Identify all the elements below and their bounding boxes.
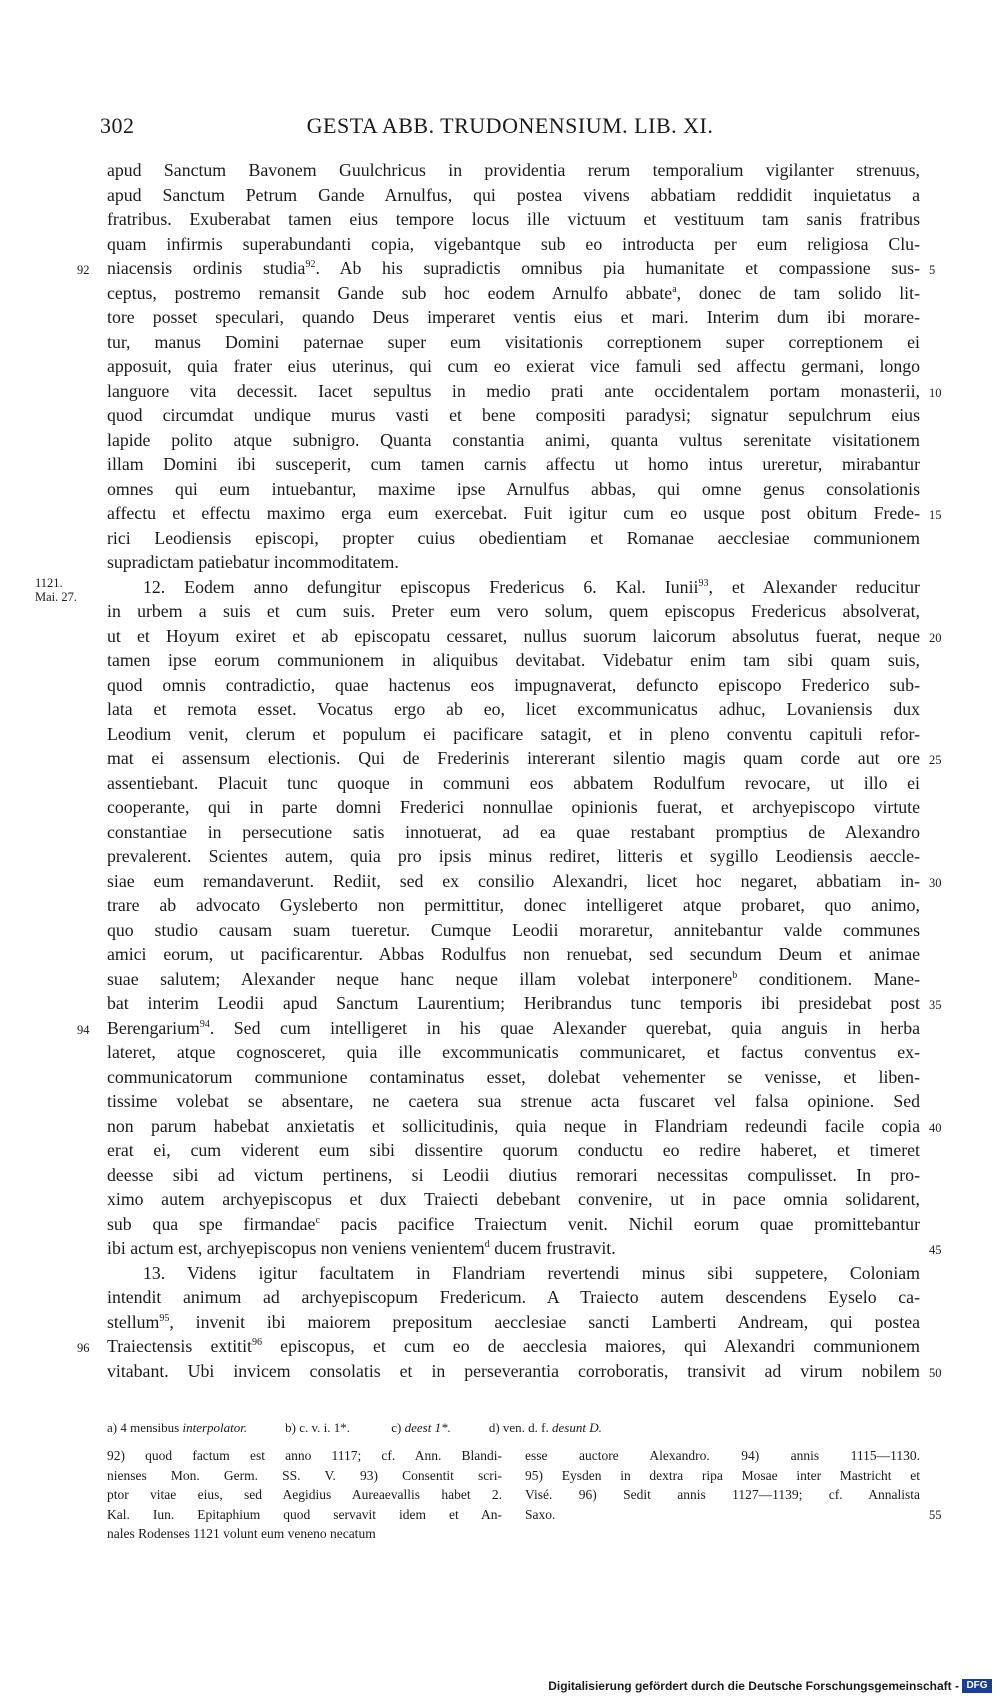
text-line	[107, 428, 920, 453]
line-text: rici Leodiensis episcopi, propter cuius obedientiam et Romanae aecclesiae communionem	[107, 527, 920, 548]
margin-note-number: 94	[77, 1022, 90, 1037]
line-text: Berengarium	[107, 1017, 200, 1038]
text-line	[107, 1138, 920, 1163]
line-text: fratribus. Exuberabat tamen eius tempore locus ille victuum et vestituum tam sanis fratribus	[107, 209, 920, 229]
line-number: 25	[929, 753, 942, 767]
note-marker: a	[672, 283, 677, 295]
text-line	[77, 1016, 920, 1041]
footnote-line: Visé. 96) Sedit annis 1127—1139; cf. Annalista	[525, 1487, 920, 1502]
text-line	[107, 207, 920, 232]
footnote-line: nienses Mon. Germ. SS. V. 93) Consentit scri-	[107, 1467, 502, 1483]
text-line	[107, 1114, 942, 1139]
line-text: lapide polito atque subnigro. Quanta constantia animi, quanta vultus serenitate visitationem	[107, 429, 920, 450]
text-line	[107, 477, 920, 502]
line-text: non parum habebat anxietatis et sollicitudinis, quia neque in Flandriam redeundi facile copia	[107, 1115, 920, 1136]
funding-note	[548, 1679, 992, 1693]
footnote-line: esse auctore Alexandro. 94) annis 1115—1130.	[525, 1448, 920, 1463]
text-line	[107, 526, 920, 551]
line-text: erat ei, cum viderent eum sibi dissentire quorum conductu eo redire haberet, et timeret	[107, 1140, 920, 1160]
line-text: tore posset speculari, quando Deus imperaret ventis eius et mari. Interim dum ibi morare-	[107, 307, 920, 327]
text-line	[107, 403, 920, 428]
footnote-line: nales Rodenses 1121 volunt eum veneno necatum	[107, 1526, 376, 1541]
footnote-line: Saxo.	[525, 1506, 556, 1522]
apparatus-entry: c) deest 1*.	[391, 1420, 451, 1435]
line-text: vitabant. Ubi invicem consolatis et in perseverantia corroboratis, transivit ad virum nobilem	[107, 1360, 920, 1381]
line-text: suae salutem; Alexander neque hanc neque illam volebat interponere	[107, 968, 733, 989]
line-number: 30	[929, 875, 942, 890]
line-text: lateret, atque cognosceret, quia ille excommunicatis communicaret, et factus conventus ex-	[107, 1042, 920, 1062]
line-text: constantiae in persecutione satis innotuerat, ad ea quae restabant promptius de Alexandro	[107, 821, 920, 842]
footnotes-left-column	[107, 1446, 502, 1544]
text-line	[107, 820, 920, 845]
text-line	[107, 1212, 920, 1237]
text-line	[107, 1089, 920, 1114]
line-text: . Sed cum intelligeret in his quae Alexander querebat, quia anguis in herba	[209, 1017, 920, 1038]
line-text: , donec de tam solido lit-	[676, 282, 920, 303]
line-text: assentiebant. Placuit tunc quoque in communi eos abbatem Rodulfum revocare, ut illo ei	[107, 772, 920, 793]
line-text: ducem frustravit.	[489, 1238, 616, 1258]
line-text: cooperante, qui in parte domni Frederici nonnullae opinionis fuerat, et archyepiscopo virtute	[107, 797, 920, 817]
text-line	[107, 918, 920, 943]
line-text: apposuit, quia frater eius uterinus, qui cum eo exierat vice famuli sed affectu germani, longo	[107, 356, 920, 376]
line-text: apud Sanctum Bavonem Guulchricus in providentia rerum temporalium vigilanter strenuus,	[107, 160, 920, 180]
line-text: ximo autem archyepiscopus et dux Traiecti debebant convenire, ut in pace omnia solidarent,	[107, 1189, 920, 1209]
text-line	[107, 232, 920, 257]
running-title: GESTA ABB. TRUDONENSIUM. LIB. XI.	[306, 113, 714, 138]
text-line	[107, 648, 920, 673]
apparatus-entry: a) 4 mensibus interpolator.	[107, 1420, 248, 1435]
text-line	[107, 330, 920, 355]
line-text: quam infirmis superabundanti copia, vigebantque sub eo introducta per eum religiosa Clu-	[107, 233, 920, 254]
text-line	[77, 1334, 920, 1359]
text-line	[107, 869, 942, 894]
line-text: . Ab his supradictis omnibus pia humanitate et compassione sus-	[315, 258, 920, 278]
footnote-line-number: 55	[929, 1508, 942, 1522]
line-text: , invenit ibi maiorem prepositum aecclesiae sancti Lamberti Andream, qui postea	[169, 1311, 920, 1332]
margin-date: 1121. Mai. 27.	[35, 575, 78, 604]
line-text: tissime volebat se absentare, ne caetera sua strenue acta fuscaret vel falsa opinione. Sed	[107, 1091, 920, 1111]
text-line	[107, 501, 942, 526]
text-line	[107, 305, 920, 330]
text-line	[107, 1236, 942, 1261]
running-header	[100, 113, 920, 143]
line-text: pacis pacifice Traiectum venit. Nichil eorum quae promittebantur	[319, 1213, 920, 1234]
line-text: affectu et effectu maximo erga eum exercebat. Fuit igitur cum eo usque post obitum Frede-	[107, 503, 920, 523]
text-line	[107, 1310, 920, 1335]
text-line	[107, 1163, 920, 1188]
apparatus-italic: desunt D.	[552, 1420, 602, 1435]
line-text: 13. Videns igitur facultatem in Flandriam revertendi minus sibi suppetere, Coloniam	[143, 1262, 920, 1283]
margin-note-number: 92	[77, 263, 90, 277]
line-number: 40	[929, 1120, 942, 1135]
text-line	[107, 967, 920, 992]
text-line	[107, 991, 942, 1016]
apparatus-entry: d) ven. d. f. desunt D.	[488, 1420, 602, 1435]
funding-note-text: Digitalisierung gefördert durch die Deutsche Forschungsgemeinschaft -	[548, 1679, 959, 1693]
line-text: supradictam patiebatur incommoditatem.	[107, 552, 399, 572]
line-text: trare ab advocato Gysleberto non permittitur, donec intelligeret atque probaret, quo animo,	[107, 895, 920, 915]
text-line	[107, 722, 920, 747]
line-text: deesse sibi ad victum pertinens, si Leodii diutius remorari necessitas compulisset. In pro-	[107, 1164, 920, 1185]
line-text: illam Domini ibi susceperit, cum tamen carnis affectu ut homo intus ureretur, mirabantur	[107, 454, 920, 474]
note-marker: 92	[305, 259, 316, 271]
text-line	[107, 1040, 920, 1065]
line-text: omnes qui eum intuebantur, maxime ipse Arnulfus abbas, qui omne genus consolationis	[107, 478, 920, 499]
text-line	[107, 599, 920, 624]
line-text: ceptus, postremo remansit Gande sub hoc eodem Arnulfo abbate	[107, 282, 673, 303]
note-marker: 93	[698, 577, 709, 589]
text-line	[107, 183, 920, 208]
text-line	[107, 771, 920, 796]
line-text: episcopus, et cum eo de aecclesia maiores, qui Alexandri communionem	[261, 1336, 920, 1356]
line-text: conditionem. Mane-	[737, 968, 920, 989]
text-line	[107, 844, 920, 869]
line-text: intendit animum ad archyepiscopum Fredericum. A Traiecto autem descendens Eyselo ca-	[107, 1287, 920, 1307]
line-text: tur, manus Domini paternae super eum visitationis correptionem super correptionem ei	[107, 331, 920, 352]
line-text: sub qua spe firmandae	[107, 1213, 316, 1234]
line-number: 5	[929, 263, 936, 277]
line-text: bat interim Leodii apud Sanctum Laurentium; Heribrandus tunc temporis ibi presidebat post	[107, 993, 920, 1013]
apparatus-italic: deest 1*.	[404, 1420, 451, 1435]
critical-apparatus	[107, 1420, 920, 1436]
note-marker: d	[484, 1239, 490, 1251]
text-line	[107, 624, 942, 649]
line-text: niacensis ordinis studia	[107, 258, 306, 278]
note-marker: c	[315, 1214, 320, 1226]
text-line	[107, 1285, 920, 1310]
text-line	[107, 550, 920, 575]
main-text	[35, 158, 942, 1383]
note-marker: 96	[251, 1337, 262, 1349]
line-text: Traiectensis extitit	[107, 1336, 252, 1356]
text-line	[107, 379, 942, 404]
footnote-line: 92) quod factum est anno 1117; cf. Ann. Blandi-	[107, 1448, 502, 1463]
text-line	[107, 1065, 920, 1090]
line-text: quo studio causam suam tueretur. Cumque Leodii moraretur, annitebantur valde communes	[107, 919, 920, 940]
line-number: 15	[929, 508, 942, 522]
text-line	[107, 1187, 920, 1212]
text-line	[77, 256, 936, 281]
text-line	[107, 1261, 920, 1286]
text-line	[107, 158, 920, 183]
line-text: 12. Eodem anno defungitur episcopus Fredericus 6. Kal. Iunii	[143, 576, 699, 597]
page-number: 302	[100, 113, 135, 138]
line-text: lata et remota esset. Vocatus ergo ab eo, licet excommunicatus adhuc, Lovaniensis dux	[107, 699, 920, 719]
line-text: Leodium venit, clerum et populum ei pacificare satagit, et in pleno conventu capituli refor-	[107, 723, 920, 744]
text-line	[107, 673, 920, 698]
line-text: in urbem a suis et cum suis. Preter eum vero solum, quem episcopus Fredericus absolverat,	[107, 601, 920, 621]
line-number: 35	[929, 998, 942, 1012]
text-line	[35, 575, 920, 604]
line-number: 45	[929, 1243, 942, 1257]
line-text: mat ei assensum electionis. Qui de Frederinis intererant silentio magis quam corde aut ore	[107, 748, 920, 768]
line-text: ut et Hoyum exiret et ab episcopatu cessaret, nullus suorum laicorum absolutus fuerat, neque	[107, 625, 920, 646]
footnote-line: ptor vitae eius, sed Aegidius Aureaevallis habet 2.	[107, 1487, 502, 1502]
apparatus-entry: b) c. v. i. 1*.	[285, 1420, 354, 1435]
line-text: siae eum remandaverunt. Rediit, sed ex consilio Alexandri, licet hoc negaret, abbatiam in-	[107, 870, 920, 891]
line-text: communicatorum communione contaminatus esset, dolebat vehementer se venisse, et liben-	[107, 1066, 920, 1087]
text-line	[107, 354, 920, 379]
line-text: apud Sanctum Petrum Gande Arnulfus, qui postea vivens abbatiam reddidit inquietatus a	[107, 184, 920, 205]
text-line	[107, 893, 920, 918]
line-text: languore vita decessit. Iacet sepultus in medio prati ante occidentalem portam monasterii,	[107, 380, 920, 401]
text-line	[107, 697, 920, 722]
line-text: prevalerent. Scientes autem, quia pro ipsis minus rediret, litteris et sygillo Leodiensis aeccle-	[107, 846, 920, 866]
text-line	[107, 452, 920, 477]
note-marker: 95	[159, 1312, 170, 1324]
dfg-logo-icon: DFG	[962, 1679, 992, 1693]
line-number: 20	[929, 630, 942, 645]
footnote-line: Kal. Iun. Epitaphium quod servavit idem et An-	[107, 1506, 502, 1522]
note-marker: 94	[199, 1018, 210, 1030]
text-line	[107, 281, 920, 306]
text-line	[107, 1359, 942, 1384]
line-number: 10	[929, 385, 942, 400]
line-text: amici eorum, ut pacificarentur. Abbas Rodulfus non renuebat, sed secundum Deum et animae	[107, 944, 920, 964]
margin-note-number: 96	[77, 1341, 90, 1355]
line-text: quod circumdat undique murus vasti et bene compositi paradysi; signatur sepulchrum eius	[107, 405, 920, 425]
text-line	[107, 795, 920, 820]
footnotes-right-column	[525, 1446, 920, 1524]
apparatus-italic: interpolator.	[182, 1420, 248, 1435]
note-marker: b	[732, 969, 738, 981]
line-text: tamen ipse eorum communionem in aliquibus devitabat. Videbatur enim tam sibi quam suis,	[107, 650, 920, 670]
line-text: , et Alexander reducitur	[708, 576, 920, 597]
line-text: quod omnis contradictio, quae hactenus eos impugnaverat, defuncto episcopo Frederico sub-	[107, 674, 920, 695]
line-text: stellum	[107, 1311, 160, 1332]
text-line	[107, 746, 942, 771]
line-text: ibi actum est, archyepiscopus non veniens venientem	[107, 1238, 485, 1258]
line-number: 50	[929, 1365, 942, 1380]
footnote-line: 95) Eysden in dextra ripa Mosae inter Mastricht et	[525, 1467, 920, 1483]
text-line	[107, 942, 920, 967]
